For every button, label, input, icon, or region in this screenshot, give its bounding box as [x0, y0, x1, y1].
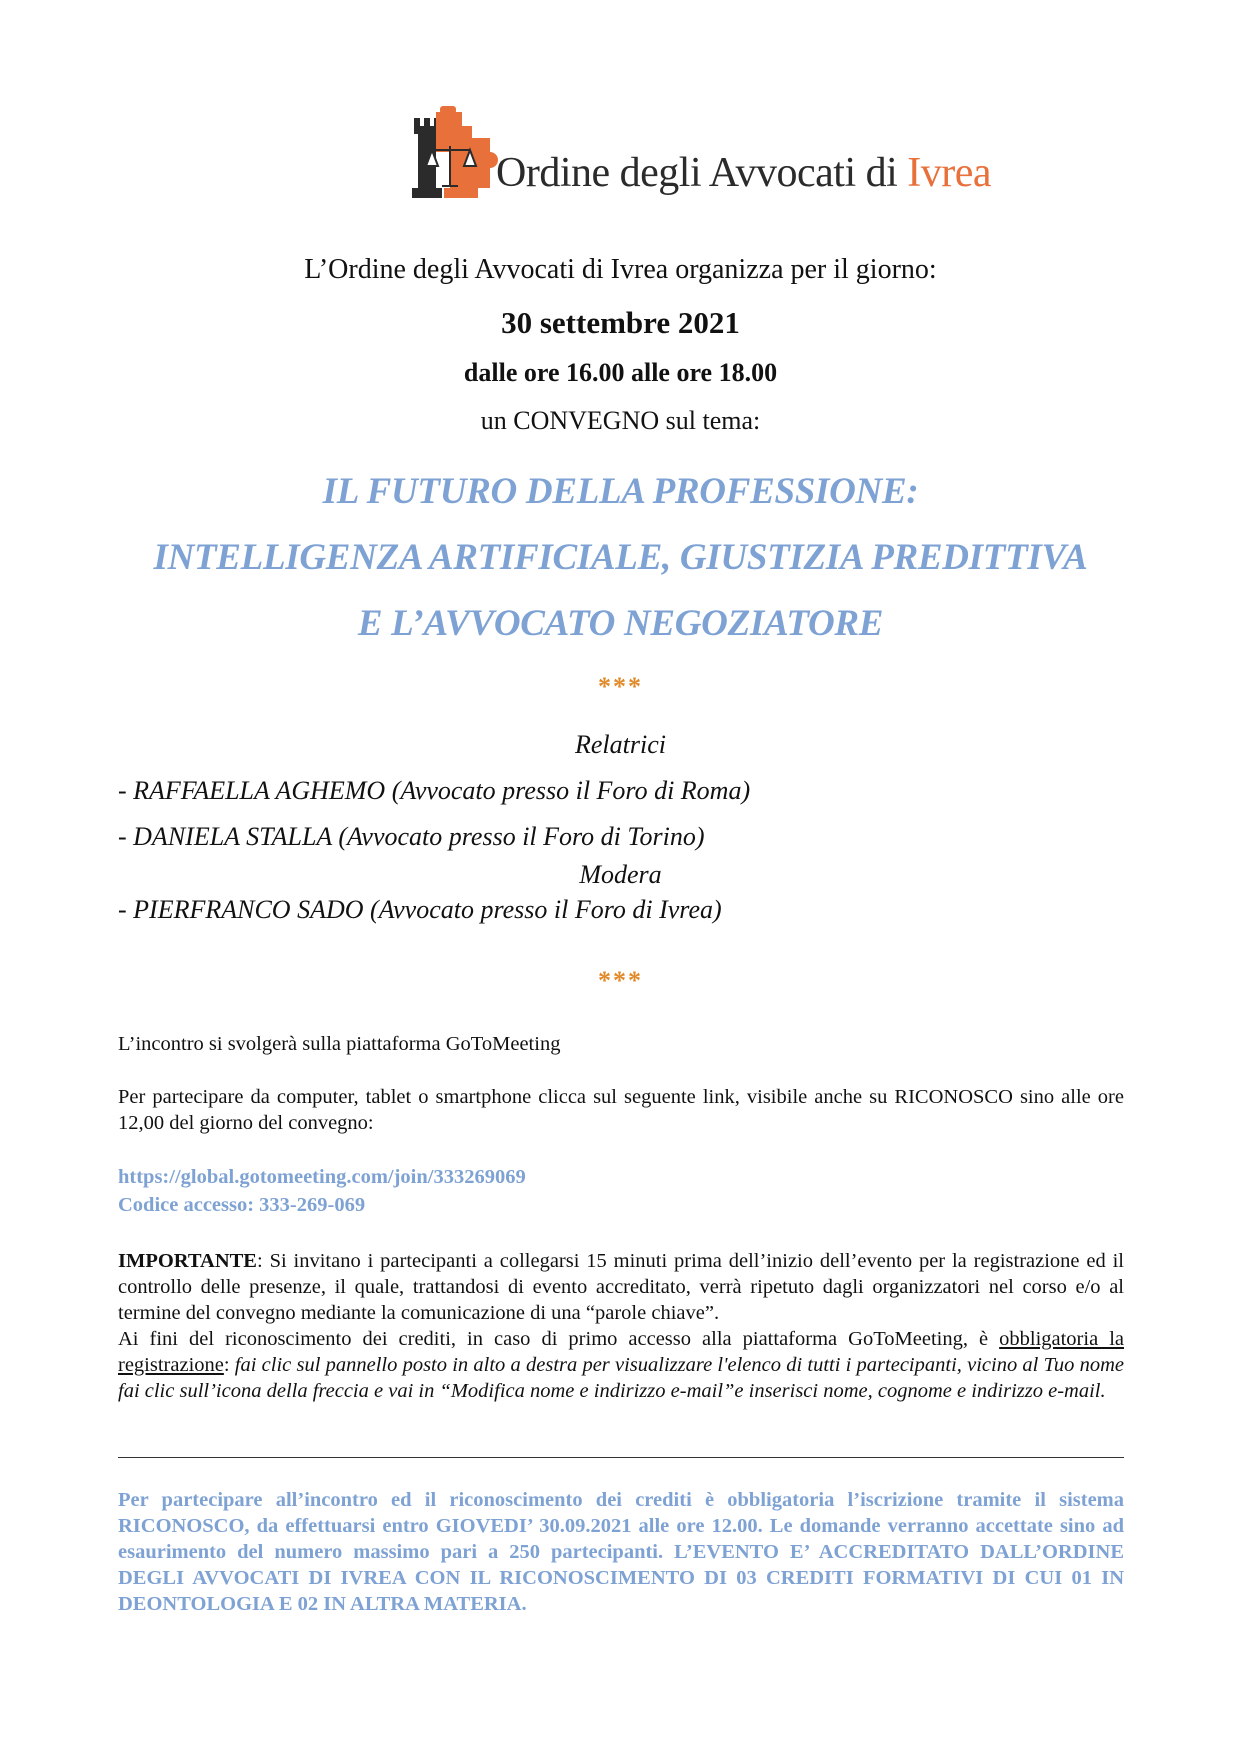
event-date: 30 settembre 2021 — [501, 305, 740, 340]
logo-mark — [410, 104, 500, 208]
credits-instructions: fai clic sul pannello posto in alto a destra per visualizzare l'elenco di tutti i partecipanti, vicino al Tuo nome fai clic sull’icona della freccia e vai in “Modifica nome e indirizzo e-mail”e inserisci nome, cognome e indirizzo e-mail. — [118, 1354, 1124, 1402]
logo — [410, 104, 992, 208]
relatrici-label: Relatrici — [575, 730, 666, 759]
event-title-line-1: IL FUTURO DELLA PROFESSIONE: — [322, 471, 919, 512]
event-title-line-2: INTELLIGENZA ARTIFICIALE, GIUSTIZIA PREDITTIVA — [153, 537, 1088, 578]
important-text: : Si invitano i partecipanti a collegarsi 15 minuti prima dell’inizio dell’evento per la registrazione ed il controllo delle presenze, il quale, trattandosi di evento accreditato, verrà ripetuto dagli organizzatori nel corso e/o al termine del convegno mediante la comunicazione di una “parole chiave”. — [118, 1250, 1124, 1324]
logo-text-main: Ordine degli Avvocati di — [496, 150, 908, 196]
participate-text: Per partecipare da computer, tablet o smartphone clicca sul seguente link, visibile anche su RICONOSCO sino alle ore 12,00 del giorno del convegno: — [118, 1086, 1124, 1134]
logo-text-accent: Ivrea — [907, 150, 992, 196]
access-code: Codice accesso: 333-269-069 — [118, 1194, 366, 1216]
credits-intro: Ai fini del riconoscimento dei crediti, in caso di primo accesso alla piattaforma GoToMeeting, è — [118, 1328, 1000, 1350]
modera-label: Modera — [579, 860, 662, 889]
credits-underline: obbligatoria la registrazione — [118, 1328, 1124, 1376]
moderator-item: - PIERFRANCO SADO (Avvocato presso il Foro di Ivrea) — [118, 895, 722, 924]
important-label: IMPORTANTE — [118, 1250, 257, 1272]
platform-text: L’incontro si svolgerà sulla piattaforma GoToMeeting — [118, 1033, 561, 1055]
intro-line: L’Ordine degli Avvocati di Ivrea organizza per il giorno: — [304, 254, 937, 285]
convegno-line: un CONVEGNO sul tema: — [480, 406, 761, 435]
footer-notice: Per partecipare all’incontro ed il riconoscimento dei crediti è obbligatoria l’iscrizione tramite il sistema RICONOSCO, da effettuarsi entro GIOVEDI’ 30.09.2021 alle ore 12.00. Le domande verranno accettate sino ad esaurimento del numero massimo pari a 250 partecipanti. L’EVENTO E’ ACCREDITATO DALL’ORDINE DEGLI AVVOCATI DI IVREA CON IL RICONOSCIMENTO DI 03 CREDITI FORMATIVI DI CUI 01 IN DEONTOLOGIA E 02 IN ALTRA MATERIA. — [118, 1489, 1124, 1615]
horizontal-rule — [118, 1457, 1124, 1458]
speaker-item: - DANIELA STALLA (Avvocato presso il Foro di Torino) — [118, 822, 705, 851]
separator-stars: *** — [598, 672, 643, 701]
puzzle-piece-icon — [436, 106, 498, 198]
important-paragraph — [118, 1248, 1124, 1326]
credits-colon: : — [223, 1354, 235, 1376]
separator-stars: *** — [598, 966, 643, 995]
event-hours: dalle ore 16.00 alle ore 18.00 — [463, 358, 778, 387]
meeting-link[interactable]: https://global.gotomeeting.com/join/333269069 — [118, 1166, 526, 1188]
event-title-line-3: E L’AVVOCATO NEGOZIATORE — [357, 603, 884, 644]
credits-paragraph — [118, 1326, 1124, 1404]
logo-text — [496, 152, 991, 194]
speaker-item: - RAFFAELLA AGHEMO (Avvocato presso il Foro di Roma) — [118, 776, 751, 805]
